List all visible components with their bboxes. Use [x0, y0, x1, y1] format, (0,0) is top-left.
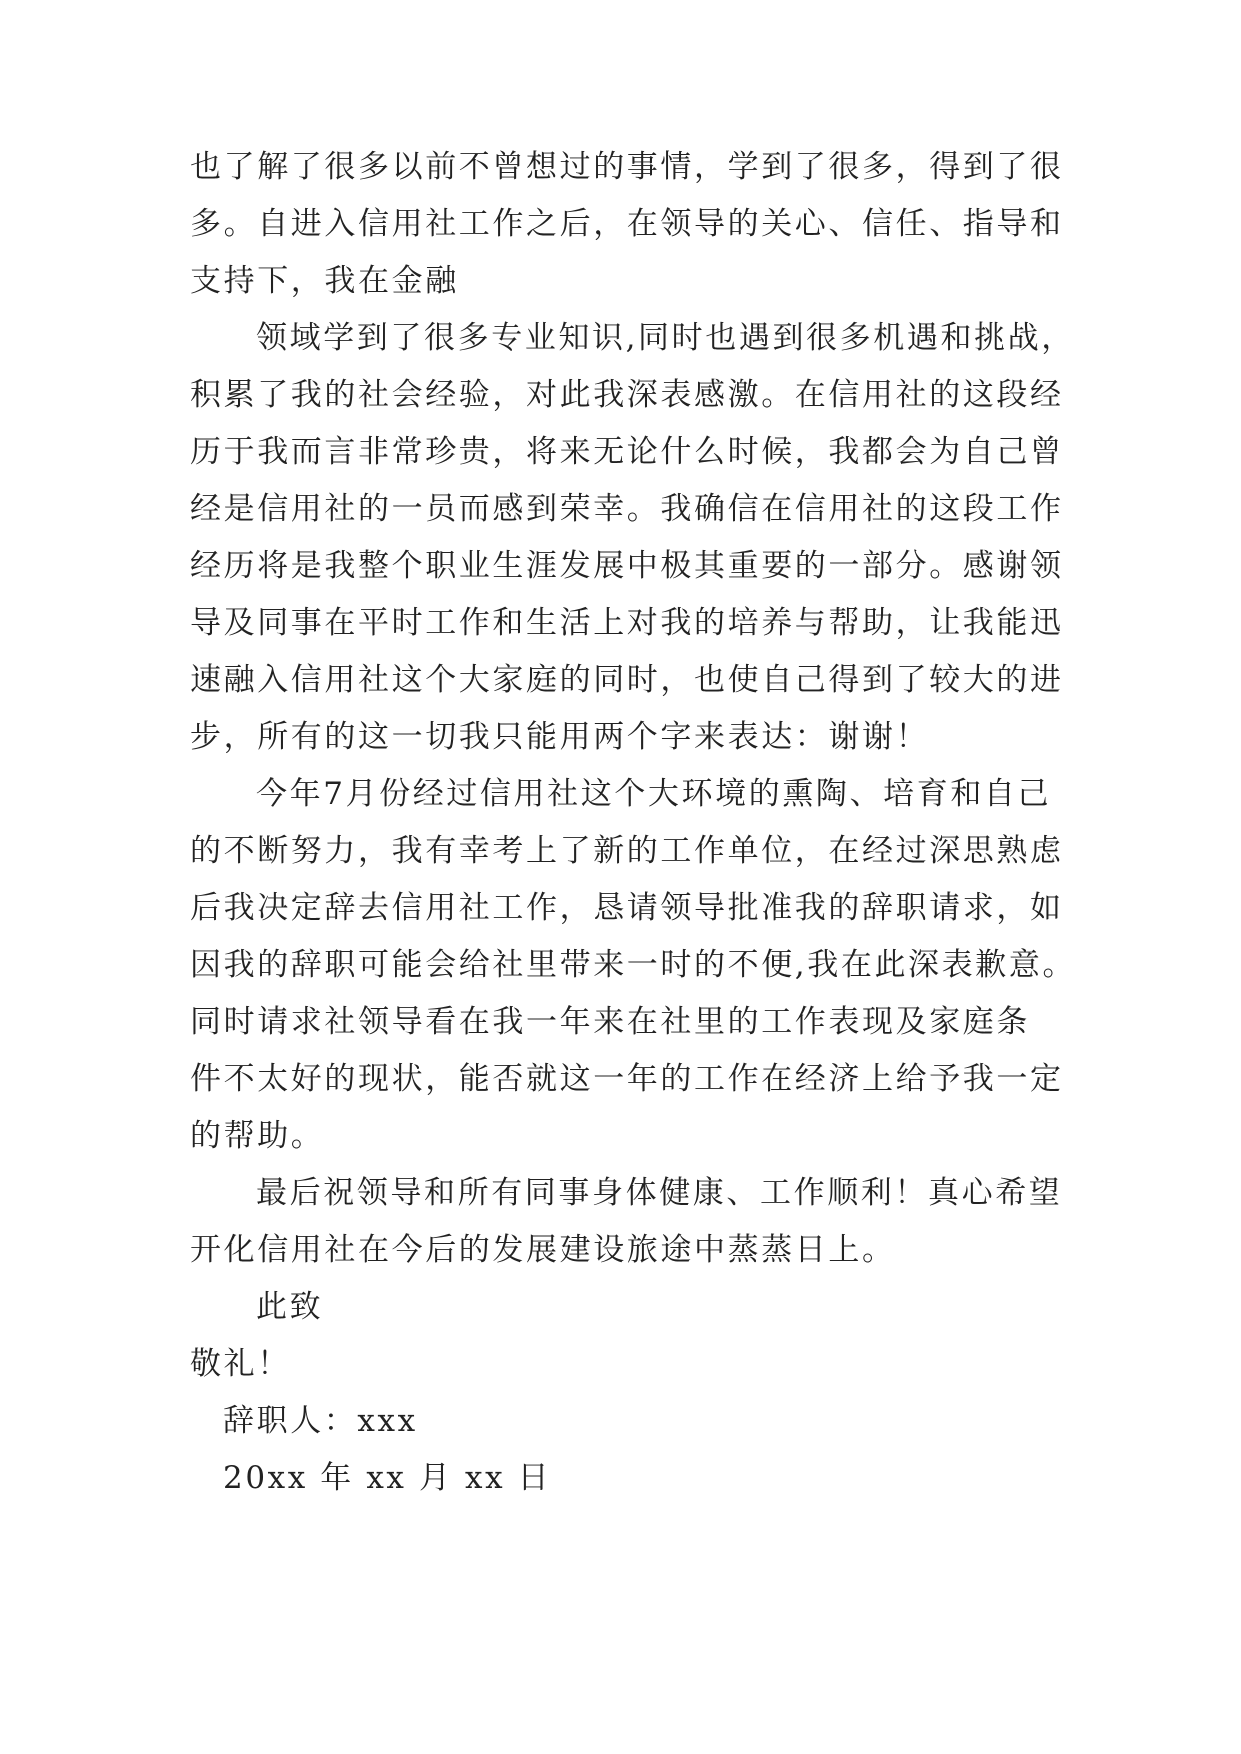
body-line: 今年7月份经过信用社这个大环境的熏陶、培育和自己 — [256, 776, 1052, 812]
body-line: 历于我而言非常珍贵，将来无论什么时候，我都会为自己曾 — [190, 434, 1064, 470]
body-line: 经是信用社的一员而感到荣幸。我确信在信用社的这段工作 — [190, 491, 1064, 527]
body-line: 经历将是我整个职业生涯发展中极其重要的一部分。感谢领 — [190, 548, 1064, 584]
body-line: 开化信用社在今后的发展建设旅途中蒸蒸日上。 — [190, 1232, 896, 1268]
body-line: 的不断努力，我有幸考上了新的工作单位，在经过深思熟虑 — [190, 833, 1064, 869]
body-line: 速融入信用社这个大家庭的同时，也使自己得到了较大的进 — [190, 662, 1064, 698]
body-line: 后我决定辞去信用社工作，恳请领导批准我的辞职请求，如 — [190, 890, 1064, 926]
closing-line: 此致 — [256, 1289, 324, 1325]
body-line: 也了解了很多以前不曾想过的事情，学到了很多，得到了很 — [190, 149, 1064, 185]
salutation-line: 敬礼！ — [190, 1346, 291, 1382]
body-line: 领域学到了很多专业知识,同时也遇到很多机遇和挑战， — [256, 320, 1075, 356]
signature-date: 20xx 年 xx 月 xx 日 — [223, 1460, 552, 1496]
signature-name: 辞职人：xxx — [223, 1403, 418, 1439]
body-line: 积累了我的社会经验，对此我深表感激。在信用社的这段经 — [190, 377, 1064, 413]
body-line: 步，所有的这一切我只能用两个字来表达：谢谢！ — [190, 719, 930, 755]
body-line: 的帮助。 — [190, 1118, 325, 1154]
body-line: 支持下，我在金融 — [190, 263, 459, 299]
body-line: 多。自进入信用社工作之后，在领导的关心、信任、指导和 — [190, 206, 1064, 242]
body-line: 最后祝领导和所有同事身体健康、工作顺利！真心希望 — [256, 1175, 1063, 1211]
body-line: 同时请求社领导看在我一年来在社里的工作表现及家庭条 — [190, 1004, 1030, 1040]
body-line: 件不太好的现状，能否就这一年的工作在经济上给予我一定 — [190, 1061, 1064, 1097]
body-line: 导及同事在平时工作和生活上对我的培养与帮助，让我能迅 — [190, 605, 1064, 641]
body-line: 因我的辞职可能会给社里带来一时的不便,我在此深表歉意。 — [190, 947, 1077, 983]
